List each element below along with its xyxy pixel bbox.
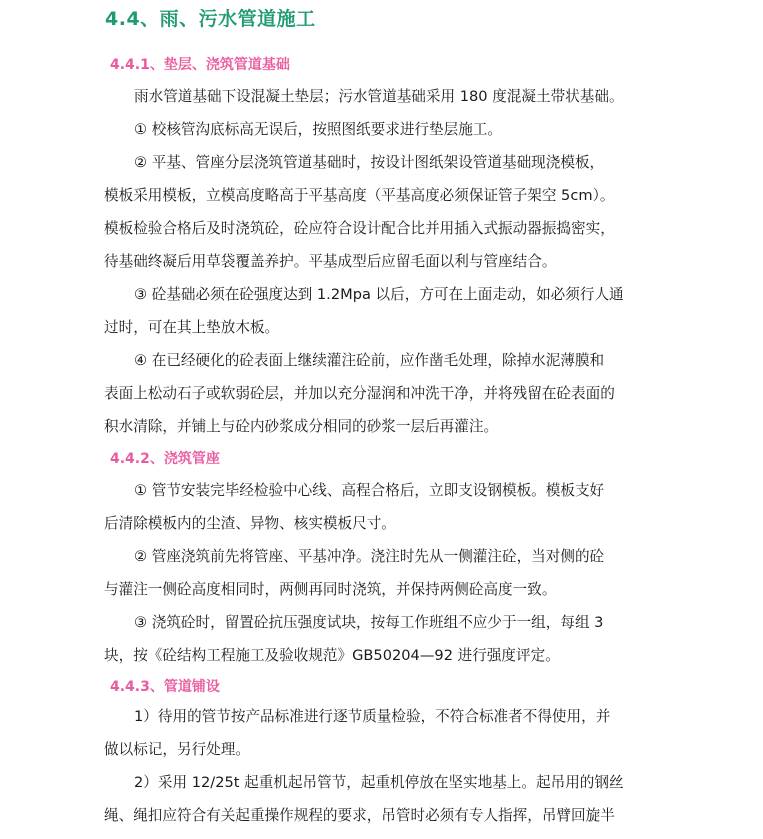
paragraph-line: 待基础终凝后用草袋覆盖养护。平基成型后应留毛面以利与管座结合。 bbox=[104, 253, 557, 270]
paragraph-line: 做以标记，另行处理。 bbox=[104, 741, 250, 758]
paragraph-line: 2）采用 12/25t 起重机起吊管节，起重机停放在坚实地基上。起吊用的钢丝 bbox=[134, 774, 624, 791]
paragraph-line: 后清除模板内的尘渣、异物、核实模板尺寸。 bbox=[104, 515, 396, 532]
paragraph-line: ③ 浇筑砼时，留置砼抗压强度试块，按每工作班组不应少于一组，每组 3 bbox=[134, 614, 604, 631]
paragraph-line: 与灌注一侧砼高度相同时，两侧再同时浇筑，并保持两侧砼高度一致。 bbox=[104, 581, 557, 598]
paragraph-line: 模板采用模板，立模高度略高于平基高度（平基高度必须保证管子架空 5cm）。 bbox=[104, 187, 615, 204]
paragraph-line: ③ 砼基础必须在砼强度达到 1.2Mpa 以后，方可在上面走动，如必须行人通 bbox=[134, 286, 624, 303]
paragraph-line: 积水清除，并铺上与砼内砂浆成分相同的砂浆一层后再灌注。 bbox=[104, 418, 499, 435]
paragraph-line: 雨水管道基础下设混凝土垫层；污水管道基础采用 180 度混凝土带状基础。 bbox=[134, 88, 624, 105]
subsection-heading-4-4-2: 4.4.2、浇筑管座 bbox=[110, 451, 220, 467]
paragraph-line: 过时，可在其上垫放木板。 bbox=[104, 319, 280, 336]
paragraph-line: 表面上松动石子或软弱砼层，并加以充分湿润和冲洗干净，并将残留在砼表面的 bbox=[104, 385, 615, 402]
subsection-heading-4-4-1: 4.4.1、垫层、浇筑管道基础 bbox=[110, 57, 290, 73]
section-title: 4.4、雨、污水管道施工 bbox=[105, 8, 316, 30]
subsection-heading-4-4-3: 4.4.3、管道铺设 bbox=[110, 679, 220, 695]
paragraph-line: ② 平基、管座分层浇筑管道基础时，按设计图纸架设管道基础现浇模板， bbox=[134, 154, 605, 171]
paragraph-line: 模板检验合格后及时浇筑砼，砼应符合设计配合比并用插入式振动器振捣密实， bbox=[104, 220, 615, 237]
paragraph-line: 块，按《砼结构工程施工及验收规范》GB50204—92 进行强度评定。 bbox=[104, 647, 560, 664]
paragraph-line: 绳、绳扣应符合有关起重操作规程的要求，吊管时必须有专人指挥，吊臂回旋半 bbox=[104, 807, 615, 824]
paragraph-line: ① 管节安装完毕经检验中心线、高程合格后，立即支设钢模板。模板支好 bbox=[134, 482, 605, 499]
paragraph-line: ④ 在已经硬化的砼表面上继续灌注砼前，应作凿毛处理，除掉水泥薄膜和 bbox=[134, 352, 605, 369]
paragraph-line: 1）待用的管节按产品标准进行逐节质量检验，不符合标准者不得使用，并 bbox=[134, 708, 611, 725]
paragraph-line: ① 校核管沟底标高无误后，按照图纸要求进行垫层施工。 bbox=[134, 121, 502, 138]
paragraph-line: ② 管座浇筑前先将管座、平基冲净。浇注时先从一侧灌注砼，当对侧的砼 bbox=[134, 548, 605, 565]
